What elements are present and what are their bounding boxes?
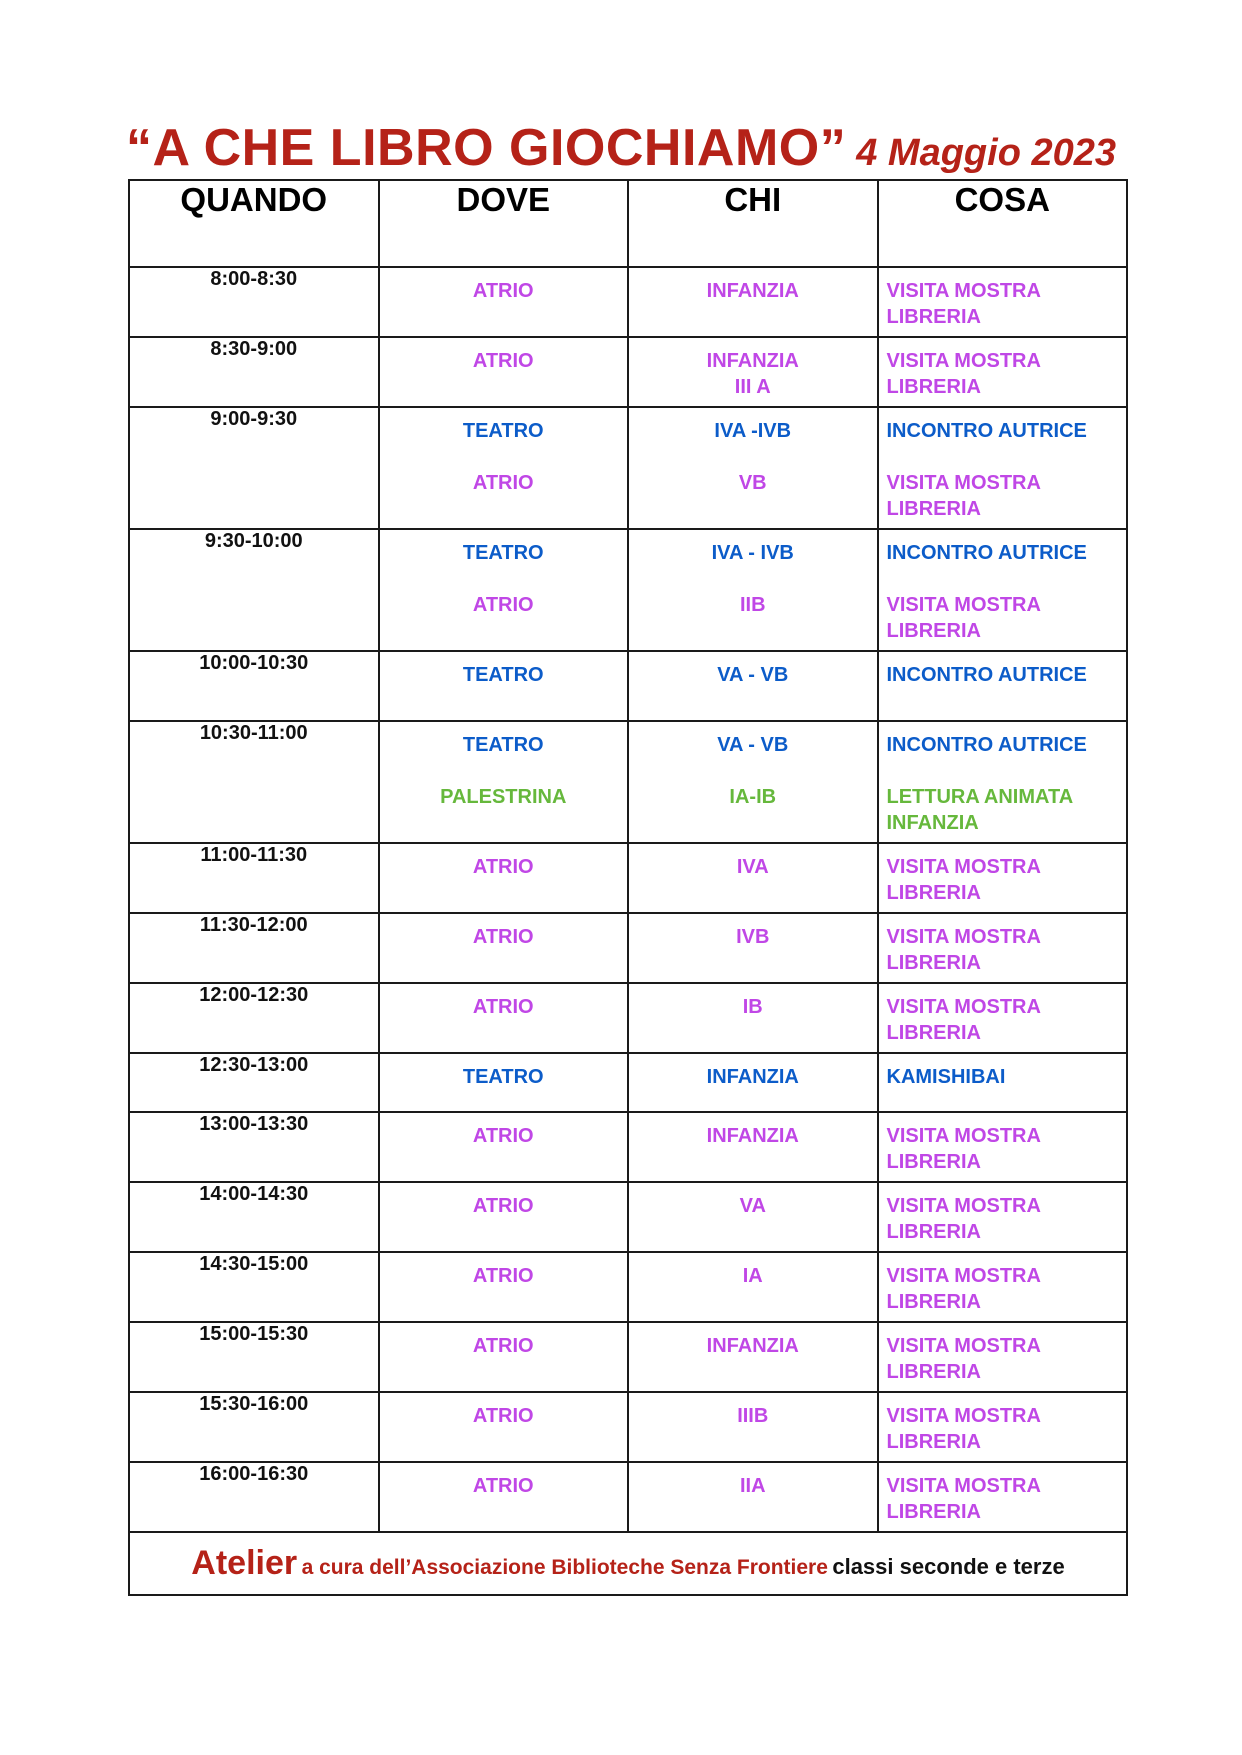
table-row [129,1053,1127,1112]
who-cell: IVB [736,926,770,948]
table-row [129,1252,1127,1322]
where-cell: ATRIO [472,350,534,372]
header-when: QUANDO [129,180,379,267]
table-row [129,1322,1127,1392]
page-title [0,118,1242,178]
who-cell: INFANZIA [706,1335,799,1357]
table-row [129,337,1127,407]
time-cell: 14:00-14:30 [129,1182,379,1252]
who-cell: IA [742,1265,763,1287]
what-cell: INCONTRO AUTRICE [886,664,1087,686]
header-what: COSA [878,180,1128,267]
what-cell: VISITA MOSTRA LIBRERIA [886,1195,1041,1243]
what-cell: VISITA MOSTRA LIBRERIA [886,1475,1041,1523]
who-cell: IIIB [737,1405,769,1427]
table-row [129,407,1127,529]
time-cell: 12:00-12:30 [129,983,379,1053]
time-cell: 14:30-15:00 [129,1252,379,1322]
header-where: DOVE [379,180,629,267]
who-cell: IVA [736,856,769,878]
where-cell: ATRIO [472,1335,534,1357]
who-cell: IVA -IVB VB [714,420,792,494]
what-cell: VISITA MOSTRA LIBRERIA [886,1125,1041,1173]
table-row [129,529,1127,651]
time-cell: 8:00-8:30 [129,267,379,337]
what-cell: VISITA MOSTRA LIBRERIA [886,996,1041,1044]
where-cell: TEATRO [462,664,544,686]
where-cell: ATRIO [472,1475,534,1497]
title-date: 4 Maggio 2023 [856,132,1116,174]
what-cell: INCONTRO AUTRICE VISITA MOSTRA LIBRERIA [886,542,1087,642]
time-cell: 12:30-13:00 [129,1053,379,1112]
where-cell: TEATRO [462,1066,544,1088]
who-cell: IVA - IVB IIB [711,542,794,616]
where-cell: ATRIO [472,1125,534,1147]
what-cell: VISITA MOSTRA LIBRERIA [886,1405,1041,1453]
where-cell: TEATRO PALESTRINA [440,734,567,808]
where-cell: TEATRO ATRIO [462,420,544,494]
table-row [129,721,1127,843]
time-cell: 8:30-9:00 [129,337,379,407]
time-cell: 13:00-13:30 [129,1112,379,1182]
what-cell: INCONTRO AUTRICE VISITA MOSTRA LIBRERIA [886,420,1087,520]
footer-classes: classi seconde e terze [832,1554,1065,1579]
time-cell: 16:00-16:30 [129,1462,379,1532]
who-cell: INFANZIA III A [706,350,799,398]
time-cell: 10:00-10:30 [129,651,379,721]
time-cell: 10:30-11:00 [129,721,379,843]
what-cell: VISITA MOSTRA LIBRERIA [886,926,1041,974]
where-cell: ATRIO [472,1405,534,1427]
where-cell: TEATRO ATRIO [462,542,544,616]
schedule-table [128,179,1128,1596]
table-row [129,1112,1127,1182]
footer-atelier: Atelier [191,1544,298,1582]
time-cell: 11:00-11:30 [129,843,379,913]
what-cell: VISITA MOSTRA LIBRERIA [886,856,1041,904]
what-cell: INCONTRO AUTRICE LETTURA ANIMATA INFANZIA [886,734,1087,834]
table-row [129,651,1127,721]
what-cell: VISITA MOSTRA LIBRERIA [886,1335,1041,1383]
time-cell: 11:30-12:00 [129,913,379,983]
who-cell: INFANZIA [706,1066,799,1088]
where-cell: ATRIO [472,926,534,948]
time-cell: 9:00-9:30 [129,407,379,529]
footer-row [129,1532,1127,1595]
who-cell: IB [742,996,763,1018]
title-main: “A CHE LIBRO GIOCHIAMO” [126,119,847,177]
where-cell: ATRIO [472,996,534,1018]
who-cell: INFANZIA [706,280,799,302]
table-row [129,913,1127,983]
table-row [129,983,1127,1053]
table-row [129,267,1127,337]
what-cell: VISITA MOSTRA LIBRERIA [886,350,1041,398]
where-cell: ATRIO [472,856,534,878]
table-row [129,1392,1127,1462]
footer-credit: a cura dell’Associazione Biblioteche Senza Frontiere [301,1556,828,1579]
where-cell: ATRIO [472,1195,534,1217]
table-row [129,843,1127,913]
who-cell: IIA [739,1475,766,1497]
time-cell: 15:30-16:00 [129,1392,379,1462]
what-cell: KAMISHIBAI [886,1066,1006,1088]
who-cell: INFANZIA [706,1125,799,1147]
time-cell: 15:00-15:30 [129,1322,379,1392]
who-cell: VA [739,1195,766,1217]
table-row [129,1462,1127,1532]
header-row [129,180,1127,267]
table-row [129,1182,1127,1252]
where-cell: ATRIO [472,1265,534,1287]
who-cell: VA - VB IA-IB [717,734,789,808]
what-cell: VISITA MOSTRA LIBRERIA [886,280,1041,328]
time-cell: 9:30-10:00 [129,529,379,651]
who-cell: VA - VB [717,664,789,686]
what-cell: VISITA MOSTRA LIBRERIA [886,1265,1041,1313]
header-who: CHI [628,180,878,267]
where-cell: ATRIO [472,280,534,302]
footer-cell [129,1532,1127,1595]
